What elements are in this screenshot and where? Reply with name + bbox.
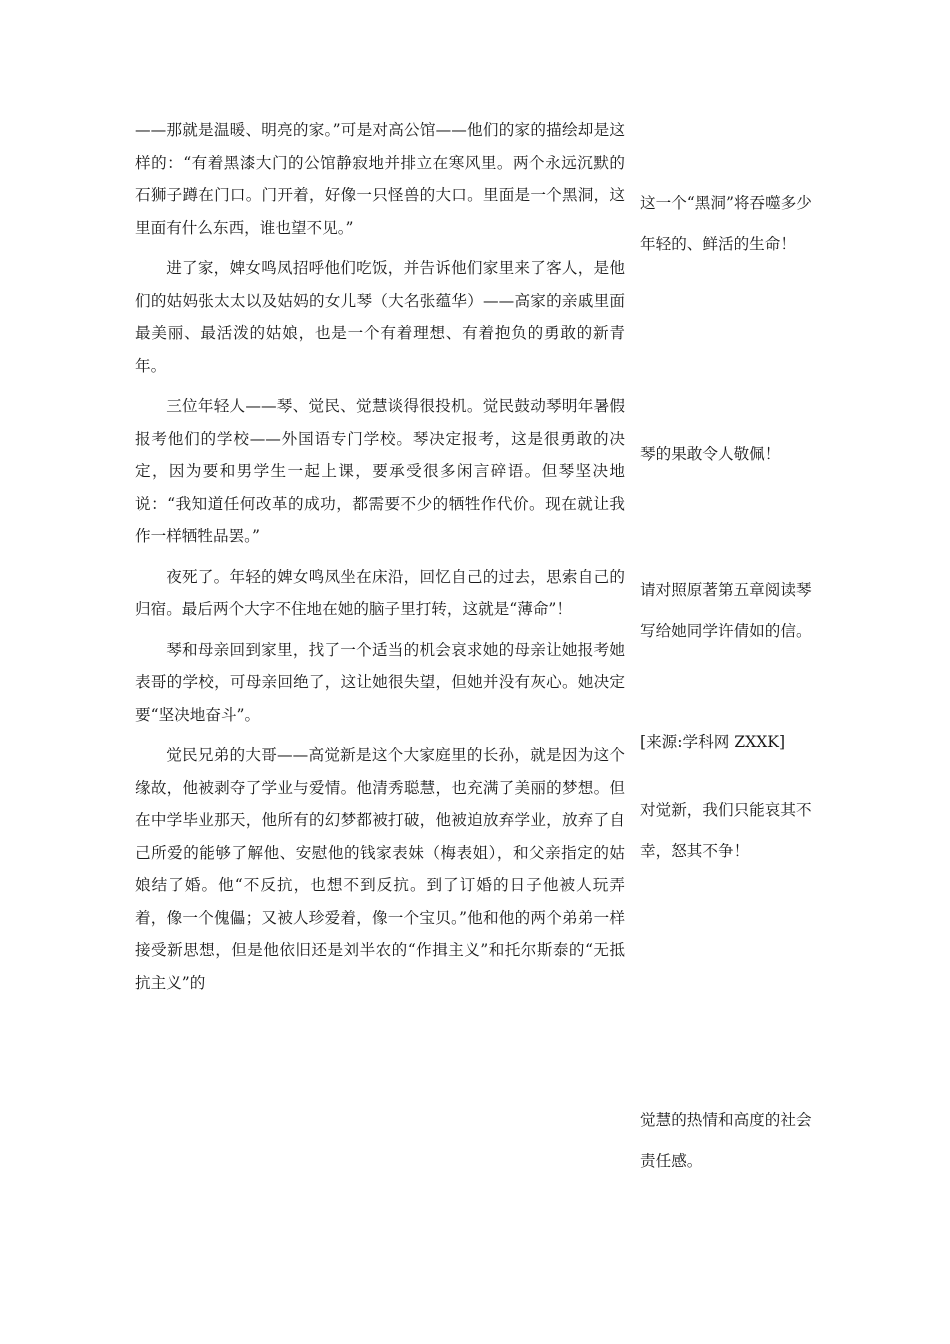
paragraph-3: 三位年轻人——琴、觉民、觉慧谈得很投机。觉民鼓动琴明年暑假报考他们的学校——外国语专门学校。琴决定报考，这是很勇敢的决定，因为要和男学生一起上课，要承受很多闲言碎语。但琴坚决地说：“我知道任何改革的成功，都需要不少的牺牲作代价。现在就让我作一样牺牲品罢。” — [135, 397, 625, 545]
paragraph-5: 琴和母亲回到家里，找了一个适当的机会哀求她的母亲让她报考她表哥的学校，可母亲回绝了，这让她很失望，但她并没有灰心。她决定要“坚决地奋斗”。 — [135, 640, 625, 724]
paragraph-4: 夜死了。年轻的婢女鸣凤坐在床沿，回忆自己的过去，思索自己的归宿。最后两个大字不住地在她的脑子里打转，这就是“薄命”！ — [135, 567, 625, 618]
paragraph-2: 进了家，婢女鸣凤招呼他们吃饭，并告诉他们家里来了客人，是他们的姑妈张太太以及姑妈的女儿琴（大名张蕴华）——高家的亲戚里面最美丽、最活泼的姑娘，也是一个有着理想、有着抱负的勇敢的新青年。 — [135, 259, 625, 375]
margin-note-source: [来源:学科网 ZXXK] — [640, 733, 786, 751]
margin-note-black-hole: 这一个“黑洞”将吞噬多少年轻的、鲜活的生命！ — [640, 194, 812, 253]
margin-note-reading-tip: 请对照原著第五章阅读琴写给她同学许倩如的信。 — [640, 581, 812, 640]
main-text-column — [135, 114, 625, 1007]
paragraph-1: ——那就是温暖、明亮的家。”可是对高公馆——他们的家的描绘却是这样的：“有着黑漆大门的公馆静寂地并排立在寒风里。两个永远沉默的石狮子蹲在门口。门开着，好像一只怪兽的大口。里面是一个黑洞，这里面有什么东西，谁也望不见。” — [135, 121, 625, 237]
margin-note-juehui: 觉慧的热情和高度的社会责任感。 — [640, 1111, 812, 1170]
margin-note-juexin: 对觉新，我们只能哀其不幸，怒其不争！ — [640, 801, 812, 860]
margin-note-qin-courage: 琴的果敢令人敬佩！ — [640, 445, 781, 463]
paragraph-6: 觉民兄弟的大哥——高觉新是这个大家庭里的长孙，就是因为这个缘故，他被剥夺了学业与爱情。他清秀聪慧，也充满了美丽的梦想。但在中学毕业那天，他所有的幻梦都被打破，他被迫放弃学业，放弃了自己所爱的能够了解他、安慰他的钱家表妹（梅表姐），和父亲指定的姑娘结了婚。他“不反抗，也想不到反抗。到了订婚的日子他被人玩弄着，像一个傀儡；又被人珍爱着，像一个宝贝。”他和他的两个弟弟一样接受新思想，但是他依旧还是刘半农的“作揖主义”和托尔斯泰的“无抵抗主义”的 — [135, 746, 625, 992]
